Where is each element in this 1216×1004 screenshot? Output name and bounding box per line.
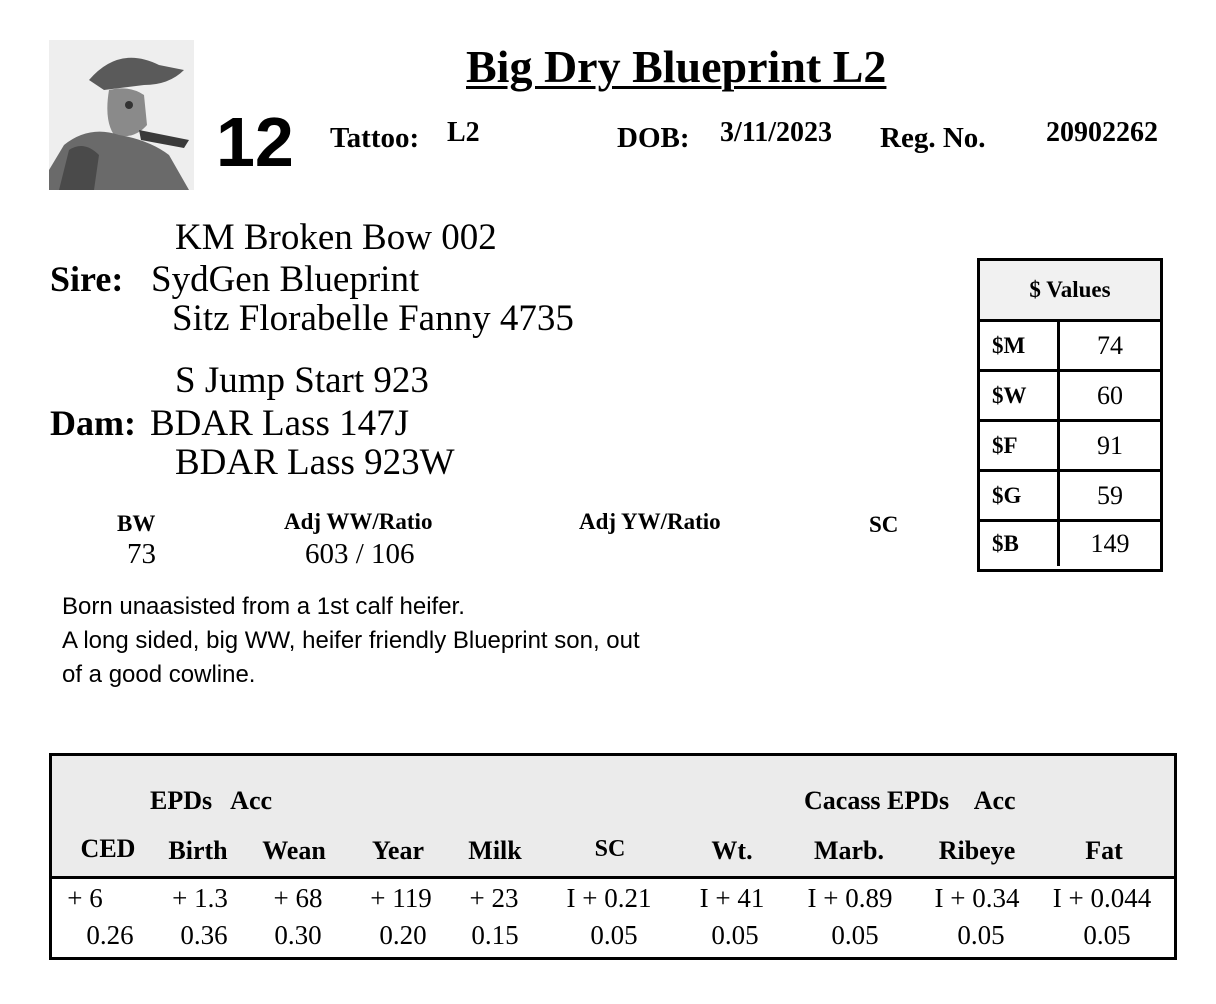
comments	[62, 590, 782, 692]
dollar-row	[980, 372, 1160, 422]
epd-accuracy: 0.05	[831, 920, 879, 950]
dollar-value: 59	[1097, 480, 1123, 510]
bw-value: 73	[127, 538, 156, 570]
dollar-value: 149	[1090, 529, 1130, 558]
dollar-label: $F	[980, 422, 1060, 469]
epd-col-year: Year	[372, 836, 424, 865]
epd-col-wean: Wean	[262, 836, 326, 865]
animal-name-title: Big Dry Blueprint L2	[466, 41, 887, 92]
epd-col-birth: Birth	[168, 836, 228, 865]
epd-accuracy: 0.05	[1083, 920, 1131, 950]
dollar-values-table	[977, 258, 1163, 572]
sire-dam-name: Sitz Florabelle Fanny 4735	[172, 298, 574, 339]
adj-ww-value: 603 / 106	[305, 538, 415, 570]
dollar-value: 60	[1097, 380, 1123, 410]
epd-value: I + 41	[699, 883, 765, 913]
dam-name: BDAR Lass 147J	[150, 403, 410, 444]
epd-value: I + 0.044	[1052, 883, 1152, 913]
epd-accuracy: 0.26	[86, 920, 134, 950]
epd-accuracy: 0.20	[379, 920, 427, 950]
epd-value: I + 0.21	[566, 883, 652, 913]
sc-label: SC	[869, 512, 899, 537]
epd-group-label: EPDs Acc	[150, 786, 273, 815]
dam-sire-name: S Jump Start 923	[175, 360, 429, 401]
epd-accuracy: 0.30	[274, 920, 322, 950]
epd-col-ced: CED	[80, 834, 136, 863]
dollar-values-title: $ Values	[980, 261, 1160, 322]
dollar-label: $B	[980, 522, 1060, 566]
epd-accuracy: 0.36	[180, 920, 228, 950]
dollar-label: $M	[980, 322, 1060, 369]
epd-value: + 68	[273, 883, 323, 913]
epd-value: + 119	[370, 883, 432, 913]
dollar-value: 91	[1097, 430, 1123, 460]
dam-label: Dam:	[50, 403, 136, 443]
dollar-row	[980, 472, 1160, 522]
epd-value: + 6	[67, 883, 103, 913]
adj-yw-label: Adj YW/Ratio	[579, 509, 721, 534]
carcass-group-label: Cacass EPDs Acc	[804, 786, 1016, 815]
epd-accuracy: 0.05	[590, 920, 638, 950]
cowboy-illustration-icon	[49, 40, 194, 190]
epd-accuracy: 0.05	[711, 920, 759, 950]
dob-value: 3/11/2023	[720, 117, 833, 148]
epd-col-wt: Wt.	[711, 836, 753, 865]
sire-name: SydGen Blueprint	[151, 259, 420, 300]
epd-accuracy: 0.05	[957, 920, 1005, 950]
epd-col-marb: Marb.	[813, 836, 885, 865]
epd-col-ribeye: Ribeye	[938, 836, 1016, 865]
lot-number: 12	[216, 103, 294, 181]
epd-accuracy: 0.15	[471, 920, 519, 950]
adj-ww-label: Adj WW/Ratio	[284, 509, 433, 534]
dollar-row	[980, 322, 1160, 372]
dollar-label: $G	[980, 472, 1060, 519]
tattoo-value: L2	[447, 117, 480, 148]
sire-label: Sire:	[50, 259, 124, 299]
epd-col-milk: Milk	[468, 836, 522, 865]
dollar-row	[980, 422, 1160, 472]
dollar-row	[980, 522, 1160, 566]
epd-value: + 1.3	[172, 883, 228, 913]
cowboy-logo	[49, 40, 194, 190]
dollar-label: $W	[980, 372, 1060, 419]
epd-table	[49, 753, 1177, 960]
epd-value: I + 0.34	[934, 883, 1020, 913]
tattoo-label: Tattoo:	[330, 122, 420, 154]
comment-line: A long sided, big WW, heifer friendly Blueprint son, out	[62, 627, 640, 654]
dollar-value: 74	[1097, 330, 1123, 360]
dam-dam-name: BDAR Lass 923W	[175, 442, 455, 483]
comment-line: Born unaasisted from a 1st calf heifer.	[62, 593, 465, 620]
epd-col-fat: Fat	[1085, 836, 1123, 865]
epd-value: + 23	[469, 883, 519, 913]
comment-line: of a good cowline.	[62, 661, 256, 688]
epd-value: I + 0.89	[807, 883, 893, 913]
epd-col-sc: SC	[594, 836, 626, 862]
reg-no-value: 20902262	[1046, 117, 1158, 148]
sire-sire-name: KM Broken Bow 002	[175, 217, 497, 258]
bw-label: BW	[117, 511, 156, 536]
dob-label: DOB:	[617, 122, 690, 154]
reg-no-label: Reg. No.	[880, 122, 986, 154]
